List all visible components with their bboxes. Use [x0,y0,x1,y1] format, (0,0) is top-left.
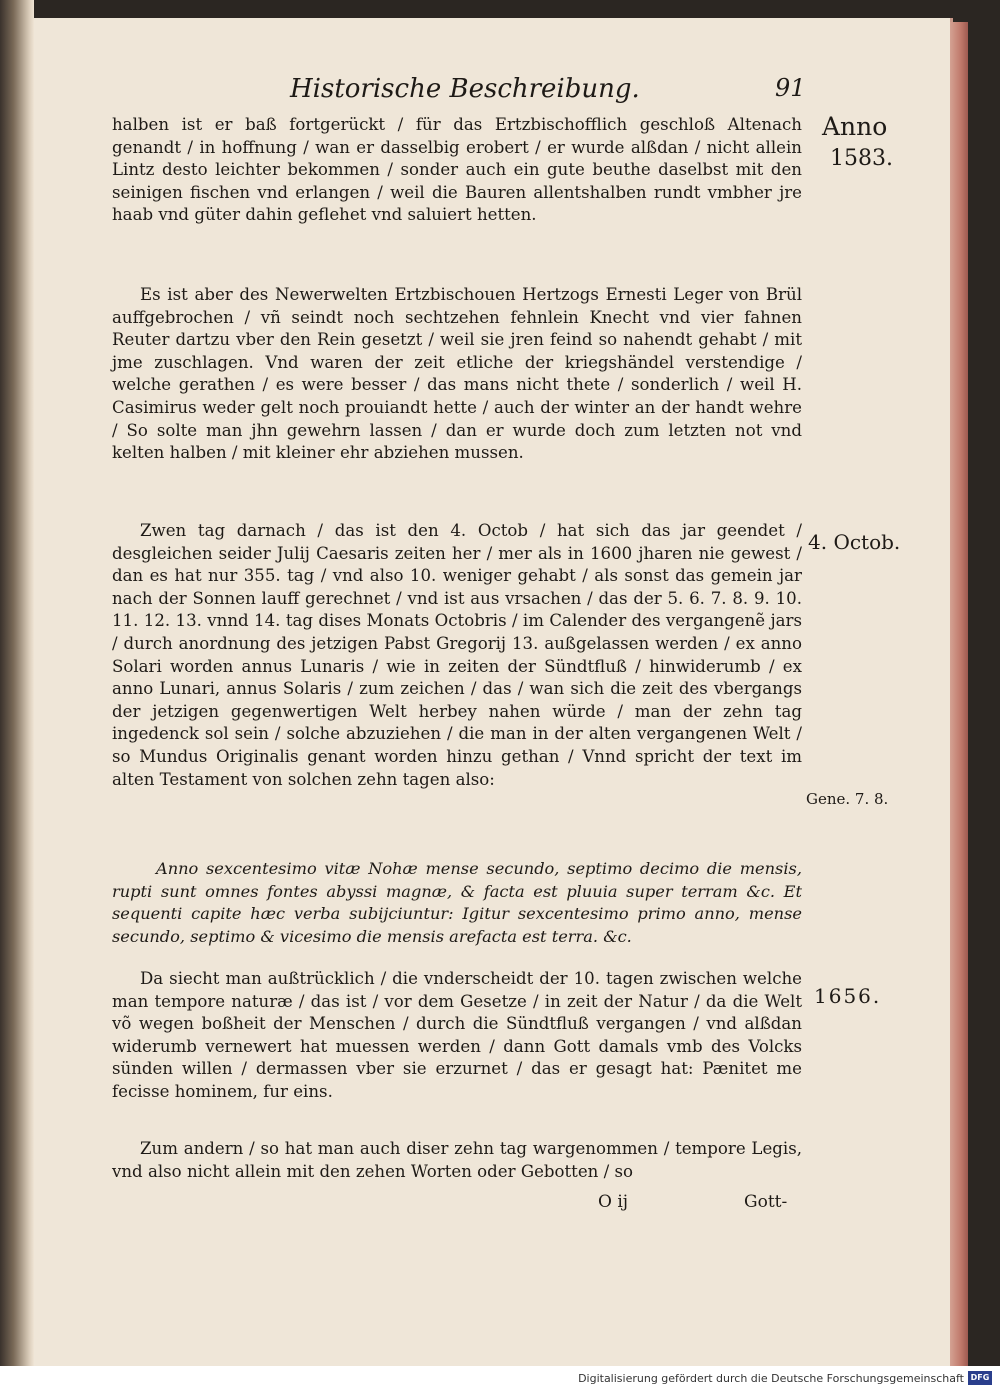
margin-note-anno: Anno [822,112,888,141]
catchword: Gott- [744,1192,788,1212]
paragraph-3: Zwen tag darnach / das ist den 4. Octob / hat sich das jar geendet / desgleichen seider Julij Caesaris zeiten her / mer als in 1600 jharen nie gewest / dan es hat nur 355. tag / vnd also 10. weniger gehabt / als sonst das gemein jar nach der Sonnen lauff gerechnet / vnd ist aus vrsachen / das der 5. 6. 7. 8. 9. 10. 11. 12. 13. vnnd 14. tag dises Monats Octobris / im Calender des vergangenẽ jars / durch anordnung des jetzigen Pabst Gregorij 13. außgelassen werden / ex anno Solari worden annus Lunaris / wie in zeiten der Sündtfluß / hinwiderumb / ex anno Lunari, annus Solaris / zum zeichen / das / wan sich die zeit des vbergangs der jetzigen gegenwertigen Welt herbey nahen würde / man der zehn tag ingedenck sol sein / solche abzuziehen / die man in der alten vergangenen Welt / so Mundus Originalis genant worden hinzu gethan / Vnnd spricht der text im alten Testament von solchen zehn tagen also: [112,521,802,789]
margin-note-year-1583: 1583. [830,146,893,171]
red-page-edges [950,22,968,1366]
running-title: Historische Beschreibung. [290,74,640,104]
latin-quotation: Anno sexcentesimo vitæ Nohæ mense secundo, septimo decimo die mensis, rupti sunt omnes fontes abyssi magnæ, & facta est pluuia super terram &c. Et sequenti capite hæc verba subijciuntur: Igitur sexcentesimo primo anno, mense secundo, septimo & vicesimo die mensis arefacta est terra. &c. [112,859,802,946]
paragraph-4: Da siecht man außtrücklich / die vnderscheidt der 10. tagen zwischen welche man tempore naturæ / das ist / vor dem Gesetze / in zeit der Natur / da die Welt võ wegen boßheit der Menschen / durch die Sündtfluß vergangen / vnd alßdan widerumb vernewert hat muessen werden / dann Gott damals vmb des Volcks sünden willen / dermassen vber sie erzurnet / das er gesagt hat: Pænitet me fecisse hominem, fur eins. [112,969,802,1101]
margin-note-gene: Gene. 7. 8. [806,790,889,808]
dfg-logo-icon: DFG [968,1371,992,1385]
page-number: 91 [775,74,806,102]
footer-bar [0,1366,1000,1392]
facing-page-edge [0,0,34,1366]
funding-notice: Digitalisierung gefördert durch die Deutsche Forschungsgemeinschaft [578,1372,964,1385]
paragraph-2: Es ist aber des Newerwelten Ertzbischouen Hertzogs Ernesti Leger von Brül auffgebrochen / vñ seindt noch sechtzehen fehnlein Knecht vnd vier fahnen Reuter dartzu vber den Rein gesetzt / weil sie jren feind so nahendt gehabt / mit jme zuschlagen. Vnd waren der zeit etliche der kriegshändel verstendige / welche gerathen / es were besser / das mans nicht thete / sonderlich / weil H. Casimirus weder gelt noch prouiandt hette / auch der winter an der handt wehre / So solte man jhn gewehrn lassen / dan er wurde doch zum letzten not vnd kelten halben / mit kleiner ehr abziehen mussen. [112,285,802,463]
margin-note-year-1656: 1656. [814,984,882,1008]
paragraph-1: halben ist er baß fortgerückt / für das Ertzbischofflich geschloß Altenach genandt / in hoffnung / wan er dasselbig erobert / er wurde alßdan / nicht allein Lintz desto leichter bekommen / sonder auch ein gute beuthe daselbst mit den seinigen fischen vnd erlangen / weil die Bauren allentshalben rundt vmbher jre haab vnd güter dahin geflehet vnd saluiert hetten. [112,115,802,225]
paragraph-5: Zum andern / so hat man auch diser zehn tag wargenommen / tempore Legis, vnd also nicht allein mit den zehen Worten oder Gebotten / so [112,1139,802,1181]
margin-note-octob: 4. Octob. [808,530,901,554]
signature-mark: O ij [598,1192,629,1212]
